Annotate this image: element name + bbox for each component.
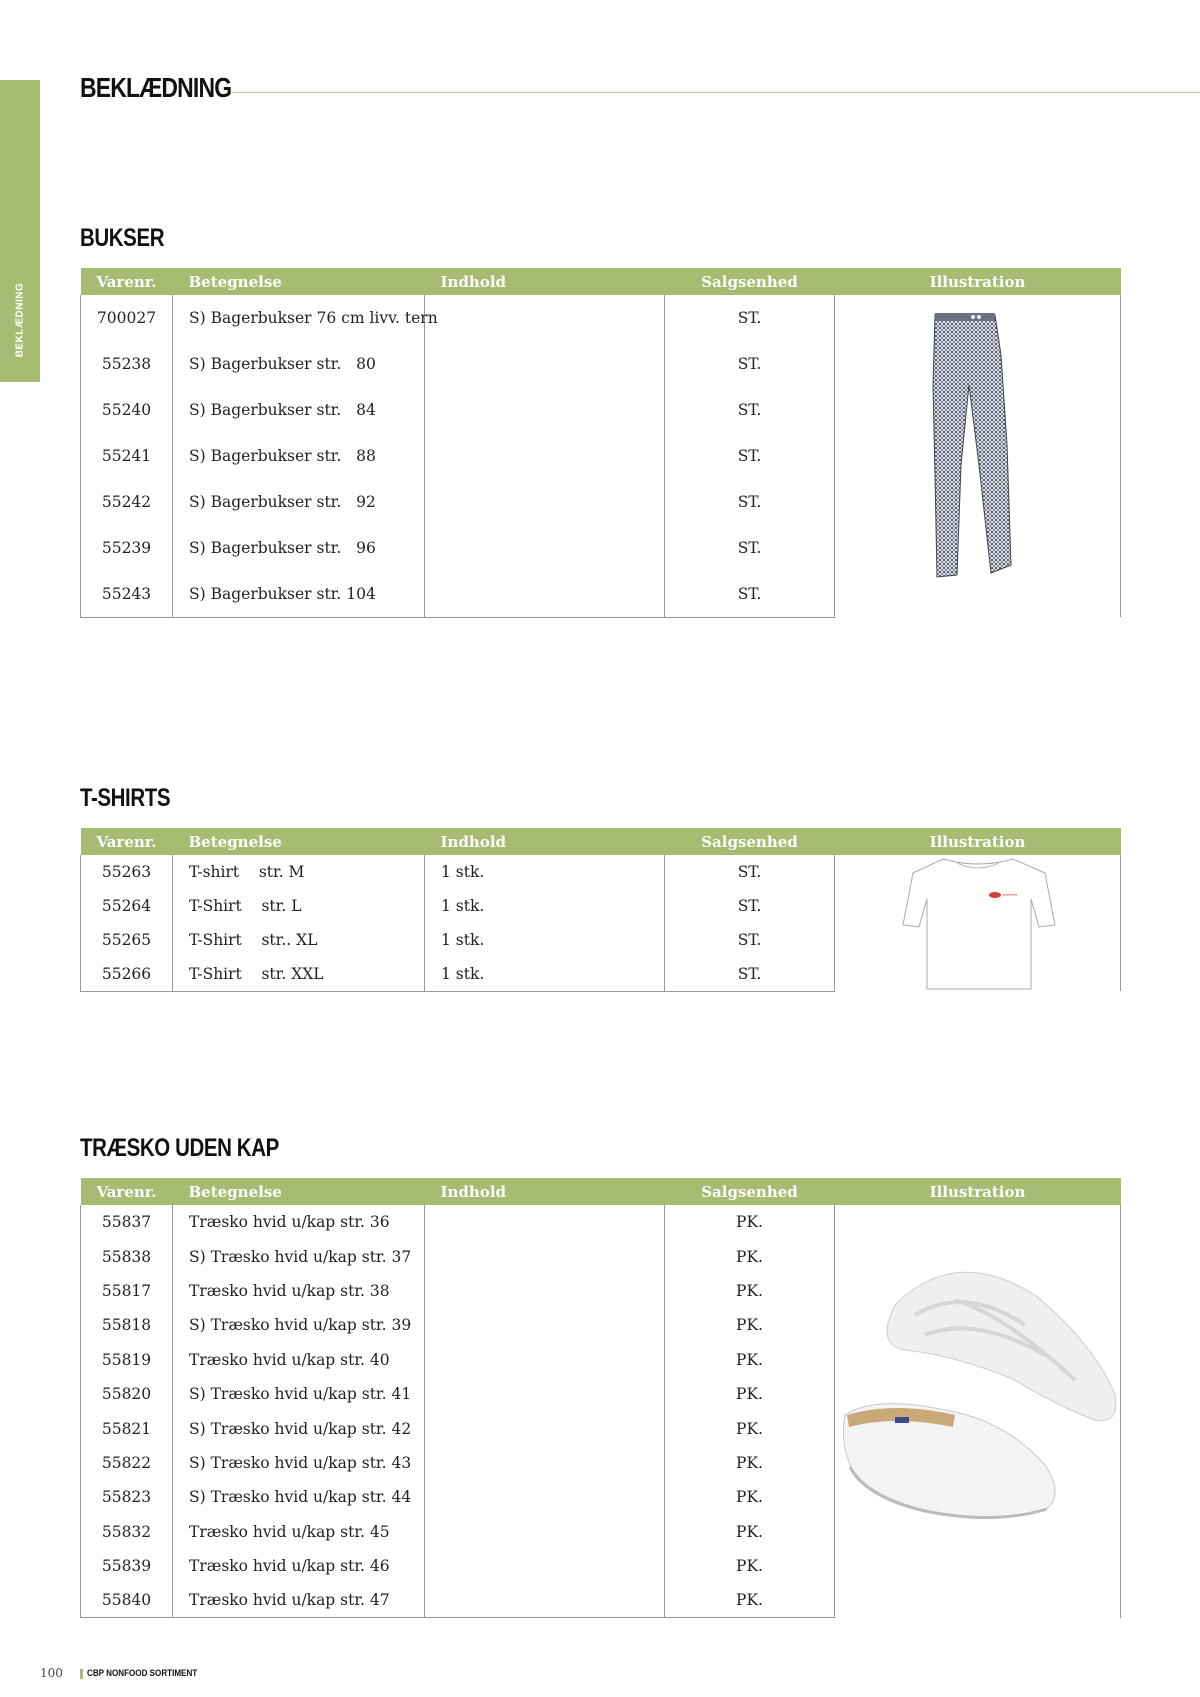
indhold-cell [425,1239,665,1273]
column-header-varenr: Varenr. [81,268,173,295]
varenr-cell: 55243 [81,571,173,617]
indhold-cell [425,1205,665,1239]
salgsenhed-cell: PK. [665,1274,835,1308]
salgsenhed-cell: ST. [665,295,835,341]
betegnelse-cell: S) Bagerbukser 76 cm livv. tern [173,295,425,341]
betegnelse-cell: T-Shirt str.. XL [173,923,425,957]
column-header-indhold: Indhold [425,268,665,295]
betegnelse-cell: S) Træsko hvid u/kap str. 39 [173,1308,425,1342]
betegnelse-cell: T-shirt str. M [173,855,425,889]
betegnelse-cell: S) Træsko hvid u/kap str. 42 [173,1411,425,1445]
column-header-illustration: Illustration [835,828,1121,855]
salgsenhed-cell: ST. [665,479,835,525]
column-header-salgsenhed: Salgsenhed [665,828,835,855]
product-table-traesko [80,1178,1121,1618]
salgsenhed-cell: PK. [665,1583,835,1617]
salgsenhed-cell: ST. [665,889,835,923]
betegnelse-cell: S) Træsko hvid u/kap str. 37 [173,1239,425,1273]
column-header-betegnelse: Betegnelse [173,268,425,295]
indhold-cell [425,571,665,617]
column-header-varenr: Varenr. [81,828,173,855]
column-header-salgsenhed: Salgsenhed [665,268,835,295]
varenr-cell: 700027 [81,295,173,341]
indhold-cell [425,1343,665,1377]
indhold-cell [425,1583,665,1617]
betegnelse-cell: S) Bagerbukser str. 88 [173,433,425,479]
indhold-cell [425,479,665,525]
section-title-bukser: BUKSER [80,224,165,252]
varenr-cell: 55266 [81,957,173,991]
varenr-cell: 55240 [81,387,173,433]
indhold-cell: 1 stk. [425,923,665,957]
salgsenhed-cell: ST. [665,923,835,957]
indhold-cell [425,1274,665,1308]
varenr-cell: 55817 [81,1274,173,1308]
column-header-indhold: Indhold [425,828,665,855]
betegnelse-cell: S) Bagerbukser str. 104 [173,571,425,617]
betegnelse-cell: Træsko hvid u/kap str. 36 [173,1205,425,1239]
table-row [81,1205,1121,1239]
salgsenhed-cell: ST. [665,341,835,387]
indhold-cell: 1 stk. [425,889,665,923]
clogs-illustration [835,1205,1121,1615]
varenr-cell: 55821 [81,1411,173,1445]
table-header-row [81,828,1121,855]
indhold-cell [425,1515,665,1549]
illustration-cell [835,295,1121,617]
salgsenhed-cell: PK. [665,1205,835,1239]
betegnelse-cell: T-Shirt str. L [173,889,425,923]
betegnelse-cell: Træsko hvid u/kap str. 45 [173,1515,425,1549]
salgsenhed-cell: PK. [665,1549,835,1583]
varenr-cell: 55263 [81,855,173,889]
indhold-cell [425,295,665,341]
indhold-cell [425,1480,665,1514]
salgsenhed-cell: ST. [665,387,835,433]
indhold-cell [425,433,665,479]
varenr-cell: 55822 [81,1446,173,1480]
salgsenhed-cell: ST. [665,957,835,991]
betegnelse-cell: S) Bagerbukser str. 92 [173,479,425,525]
indhold-cell [425,1549,665,1583]
varenr-cell: 55241 [81,433,173,479]
indhold-cell [425,1308,665,1342]
column-header-illustration: Illustration [835,268,1121,295]
column-header-salgsenhed: Salgsenhed [665,1178,835,1205]
indhold-cell [425,341,665,387]
betegnelse-cell: S) Bagerbukser str. 96 [173,525,425,571]
salgsenhed-cell: PK. [665,1239,835,1273]
betegnelse-cell: Træsko hvid u/kap str. 40 [173,1343,425,1377]
footer-accent-bar [80,1669,83,1679]
salgsenhed-cell: ST. [665,525,835,571]
betegnelse-cell: S) Træsko hvid u/kap str. 41 [173,1377,425,1411]
indhold-cell [425,1377,665,1411]
varenr-cell: 55839 [81,1549,173,1583]
salgsenhed-cell: PK. [665,1343,835,1377]
section-title-traesko: TRÆSKO UDEN KAP [80,1134,279,1162]
illustration-cell [835,1205,1121,1618]
salgsenhed-cell: ST. [665,855,835,889]
varenr-cell: 55242 [81,479,173,525]
column-header-betegnelse: Betegnelse [173,1178,425,1205]
varenr-cell: 55238 [81,341,173,387]
column-header-indhold: Indhold [425,1178,665,1205]
betegnelse-cell: S) Træsko hvid u/kap str. 43 [173,1446,425,1480]
side-tab-label: BEKLÆDNING [14,282,26,358]
betegnelse-cell: T-Shirt str. XXL [173,957,425,991]
column-header-illustration: Illustration [835,1178,1121,1205]
varenr-cell: 55820 [81,1377,173,1411]
column-header-betegnelse: Betegnelse [173,828,425,855]
footer-text: CBP NONFOOD SORTIMENT [87,1668,198,1679]
illustration-cell [835,855,1121,991]
title-rule [232,92,1200,93]
varenr-cell: 55838 [81,1239,173,1273]
varenr-cell: 55819 [81,1343,173,1377]
varenr-cell: 55823 [81,1480,173,1514]
salgsenhed-cell: PK. [665,1480,835,1514]
varenr-cell: 55832 [81,1515,173,1549]
indhold-cell: 1 stk. [425,855,665,889]
betegnelse-cell: Træsko hvid u/kap str. 46 [173,1549,425,1583]
betegnelse-cell: S) Træsko hvid u/kap str. 44 [173,1480,425,1514]
table-header-row [81,1178,1121,1205]
salgsenhed-cell: ST. [665,433,835,479]
varenr-cell: 55239 [81,525,173,571]
indhold-cell [425,525,665,571]
table-header-row [81,268,1121,295]
salgsenhed-cell: PK. [665,1515,835,1549]
page-number: 100 [40,1666,63,1680]
t-shirt-illustration [835,855,1121,991]
salgsenhed-cell: PK. [665,1446,835,1480]
product-table-bukser [80,268,1121,618]
betegnelse-cell: Træsko hvid u/kap str. 38 [173,1274,425,1308]
section-title-t-shirts: T-SHIRTS [80,784,171,812]
indhold-cell: 1 stk. [425,957,665,991]
table-row [81,855,1121,889]
varenr-cell: 55818 [81,1308,173,1342]
betegnelse-cell: S) Bagerbukser str. 84 [173,387,425,433]
column-header-varenr: Varenr. [81,1178,173,1205]
salgsenhed-cell: PK. [665,1308,835,1342]
varenr-cell: 55264 [81,889,173,923]
varenr-cell: 55840 [81,1583,173,1617]
betegnelse-cell: Træsko hvid u/kap str. 47 [173,1583,425,1617]
betegnelse-cell: S) Bagerbukser str. 80 [173,341,425,387]
indhold-cell [425,387,665,433]
varenr-cell: 55265 [81,923,173,957]
product-table-t-shirts [80,828,1121,992]
indhold-cell [425,1446,665,1480]
table-row [81,295,1121,341]
side-tab [0,80,40,382]
varenr-cell: 55837 [81,1205,173,1239]
salgsenhed-cell: PK. [665,1411,835,1445]
indhold-cell [425,1411,665,1445]
salgsenhed-cell: ST. [665,571,835,617]
page-title: BEKLÆDNING [80,72,232,103]
trousers-illustration [835,295,1121,615]
salgsenhed-cell: PK. [665,1377,835,1411]
